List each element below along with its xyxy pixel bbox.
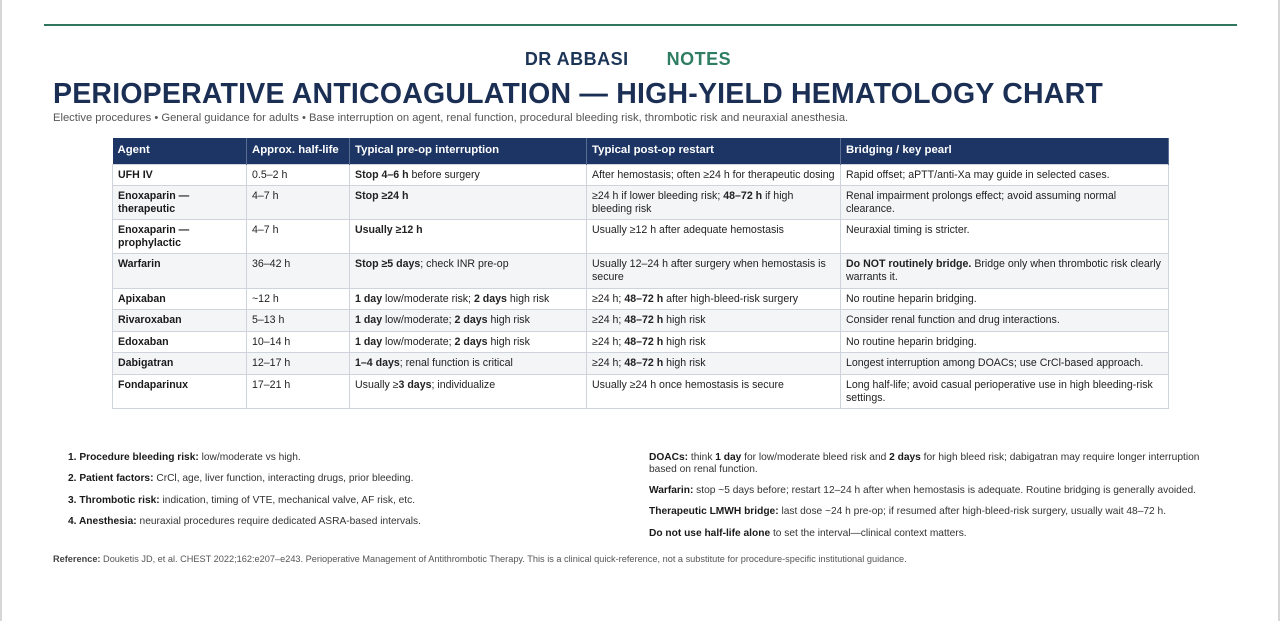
cell-half-life: 17–21 h [247, 375, 350, 409]
plain-text: ; individualize [431, 379, 496, 392]
plain-text: Neuraxial timing is stricter. [846, 224, 970, 237]
table-row [113, 331, 1169, 353]
plain-text: Long half-life; avoid casual perioperative use in high bleeding-risk settings. [846, 379, 1153, 404]
cell-pearl [841, 288, 1169, 310]
plain-text: high risk [663, 314, 706, 327]
cell-agent: Warfarin [113, 254, 247, 288]
emphasis-text: Do NOT routinely bridge. [846, 258, 972, 271]
plain-text: Usually ≥12 h after adequate hemostasis [592, 224, 784, 237]
emphasis-text: 48–72 h [624, 314, 664, 327]
table-row [113, 288, 1169, 310]
plain-text: Longest interruption among DOACs; use CrCl-based approach. [846, 357, 1144, 370]
cell-pearl [841, 220, 1169, 254]
plain-text: Rapid offset; aPTT/anti-Xa may guide in selected cases. [846, 168, 1110, 181]
note-key: 4. Anesthesia: [68, 515, 137, 527]
cell-agent: Rivaroxaban [113, 310, 247, 332]
plain-text: Bridge only when thrombotic risk clearly warrants it. [846, 258, 1161, 284]
plain-text: think [688, 452, 716, 463]
header-bridging: Bridging / key pearl [841, 138, 1169, 164]
emphasis-text: Warfarin: [649, 485, 694, 497]
plain-text: ; renal function is critical [399, 357, 513, 370]
cell-preop [350, 353, 587, 375]
emphasis-text: Stop ≥24 h [355, 190, 409, 203]
cell-agent: UFH IV [113, 164, 247, 186]
plain-text: high risk [487, 335, 530, 348]
plain-text: ≥24 h; [592, 335, 625, 348]
emphasis-text: 3 days [398, 379, 432, 392]
plain-text: before surgery [408, 168, 480, 181]
table-row [113, 164, 1169, 186]
plain-text: low/moderate risk; [382, 292, 474, 305]
cell-half-life: 4–7 h [247, 186, 350, 220]
cell-agent: Edoxaban [113, 331, 247, 353]
emphasis-text: 1 day [355, 314, 383, 327]
emphasis-text: 1 day [355, 335, 383, 348]
header-half-life: Approx. half-life [247, 138, 350, 164]
plain-text: for low/moderate bleed risk and [741, 452, 890, 463]
note-item [68, 516, 588, 528]
table-body [113, 164, 1169, 409]
plain-text: After hemostasis; often ≥24 h for therapeutic dosing [592, 168, 835, 181]
cell-preop [350, 186, 587, 220]
note-text: neuraxial procedures require dedicated ASRA-based intervals. [136, 515, 421, 527]
emphasis-text: 2 days [889, 452, 921, 463]
cell-postop [587, 164, 841, 186]
plain-text: No routine heparin bridging. [846, 335, 977, 348]
plain-text: high risk [663, 357, 706, 370]
plain-text: ≥24 h; [592, 292, 625, 305]
cell-postop [587, 375, 841, 409]
emphasis-text: 48–72 h [624, 335, 664, 348]
plain-text: ; check INR pre-op [420, 258, 509, 271]
table-row [113, 375, 1169, 409]
cell-agent: Apixaban [113, 288, 247, 310]
header-preop: Typical pre-op interruption [350, 138, 587, 164]
table-row [113, 353, 1169, 375]
table-header-row [113, 138, 1169, 164]
plain-text: for high bleed risk; dabigatran may require longer interruption based on renal function. [649, 452, 1200, 475]
emphasis-text: 1 day [355, 292, 383, 305]
emphasis-text: Stop 4–6 h [355, 168, 409, 181]
plain-text: No routine heparin bridging. [846, 292, 977, 305]
emphasis-text: Stop ≥5 days [355, 258, 421, 271]
note-item [68, 452, 588, 464]
cell-postop [587, 220, 841, 254]
cell-pearl [841, 375, 1169, 409]
note-key: 1. Procedure bleeding risk: [68, 452, 199, 463]
reference [53, 554, 907, 564]
plain-text: low/moderate; [382, 335, 455, 348]
cell-half-life: 12–17 h [247, 353, 350, 375]
note-text: indication, timing of VTE, mechanical valve, AF risk, etc. [159, 494, 416, 506]
header-postop: Typical post-op restart [587, 138, 841, 164]
cell-half-life: 5–13 h [247, 310, 350, 332]
cell-preop [350, 310, 587, 332]
plain-text: ≥24 h; [592, 357, 625, 370]
cell-half-life: 4–7 h [247, 220, 350, 254]
plain-text: Renal impairment prolongs effect; avoid assuming normal clearance. [846, 190, 1117, 215]
cell-preop [350, 331, 587, 353]
emphasis-text: 48–72 h [624, 357, 664, 370]
note-text: low/moderate vs high. [198, 452, 301, 463]
cell-postop [587, 310, 841, 332]
table-row [113, 254, 1169, 288]
emphasis-text: Therapeutic LMWH bridge: [649, 506, 779, 518]
cell-preop [350, 254, 587, 288]
brand-name: DR ABBASI [524, 49, 629, 69]
anticoagulation-table [112, 138, 1169, 409]
note-item [649, 528, 1209, 540]
plain-text: low/moderate; [382, 314, 455, 327]
plain-text: high risk [506, 292, 550, 305]
note-item [649, 506, 1209, 518]
page-subtitle: Elective procedures • General guidance for adults • Base interruption on agent, renal function, procedural bleeding risk, thrombotic risk and neuraxial anesthesia. [53, 112, 849, 124]
notes-right [649, 452, 1209, 549]
plain-text: Consider renal function and drug interactions. [846, 314, 1060, 327]
top-divider [44, 24, 1237, 26]
plain-text: high risk [487, 314, 530, 327]
cell-agent: Fondaparinux [113, 375, 247, 409]
emphasis-text: DOACs: [649, 452, 689, 463]
table-row [113, 220, 1169, 254]
cell-postop [587, 186, 841, 220]
cell-half-life: 36–42 h [247, 254, 350, 288]
table-row [113, 186, 1169, 220]
cell-postop [587, 288, 841, 310]
note-item [68, 495, 588, 507]
cell-pearl [841, 353, 1169, 375]
cell-pearl [841, 254, 1169, 288]
cell-postop [587, 254, 841, 288]
cell-agent: Dabigatran [113, 353, 247, 375]
cell-agent: Enoxaparin — therapeutic [113, 186, 247, 220]
cell-pearl [841, 164, 1169, 186]
plain-text: if high bleeding risk [592, 190, 794, 215]
plain-text: stop ~5 days before; restart 12–24 h after when hemostasis is adequate. Routine bridging is generally avoided. [693, 485, 1196, 497]
page-title: PERIOPERATIVE ANTICOAGULATION — HIGH-YIELD HEMATOLOGY CHART [53, 78, 1103, 110]
note-item [649, 452, 1209, 476]
note-item [68, 473, 588, 485]
brand-notes: NOTES [666, 49, 732, 69]
cell-postop [587, 353, 841, 375]
cell-preop [350, 288, 587, 310]
emphasis-text: Do not use half-life alone [649, 527, 771, 539]
cell-half-life: 0.5–2 h [247, 164, 350, 186]
emphasis-text: 1–4 days [355, 357, 400, 370]
plain-text: Usually 12–24 h after surgery when hemostasis is secure [592, 258, 826, 284]
emphasis-text: 48–72 h [624, 292, 664, 305]
plain-text: after high-bleed-risk surgery [663, 292, 799, 305]
cell-half-life: ~12 h [247, 288, 350, 310]
plain-text: to set the interval—clinical context matters. [770, 527, 967, 539]
brand-header [0, 49, 1256, 70]
plain-text: Usually ≥24 h once hemostasis is secure [592, 379, 784, 392]
emphasis-text: 2 days [473, 292, 507, 305]
note-key: 3. Thrombotic risk: [68, 494, 160, 506]
emphasis-text: Usually ≥12 h [355, 224, 423, 237]
cell-pearl [841, 186, 1169, 220]
reference-label: Reference: [53, 554, 101, 564]
plain-text: ≥24 h if lower bleeding risk; [592, 190, 724, 203]
emphasis-text: 2 days [454, 314, 488, 327]
plain-text: high risk [663, 335, 706, 348]
cell-preop [350, 220, 587, 254]
emphasis-text: 48–72 h [723, 190, 763, 203]
notes-left [68, 452, 588, 537]
cell-agent: Enoxaparin — prophylactic [113, 220, 247, 254]
header-agent: Agent [113, 138, 247, 164]
plain-text: last dose ~24 h pre-op; if resumed after high-bleed-risk surgery, usually wait 48–72 h. [778, 506, 1167, 518]
cell-preop [350, 164, 587, 186]
cell-preop [350, 375, 587, 409]
emphasis-text: 2 days [454, 335, 488, 348]
reference-text: Douketis JD, et al. CHEST 2022;162:e207–e243. Perioperative Management of Antithrombotic Therapy. This is a clinical quick-reference, not a substitute for procedure-specific institutional guidance. [100, 554, 907, 564]
note-key: 2. Patient factors: [68, 473, 154, 485]
plain-text: ≥24 h; [592, 314, 625, 327]
emphasis-text: 1 day [715, 452, 742, 463]
cell-postop [587, 331, 841, 353]
plain-text: Usually ≥ [355, 379, 399, 392]
cell-half-life: 10–14 h [247, 331, 350, 353]
note-text: CrCl, age, liver function, interacting drugs, prior bleeding. [153, 473, 414, 485]
cell-pearl [841, 331, 1169, 353]
cell-pearl [841, 310, 1169, 332]
note-item [649, 485, 1209, 497]
table-row [113, 310, 1169, 332]
